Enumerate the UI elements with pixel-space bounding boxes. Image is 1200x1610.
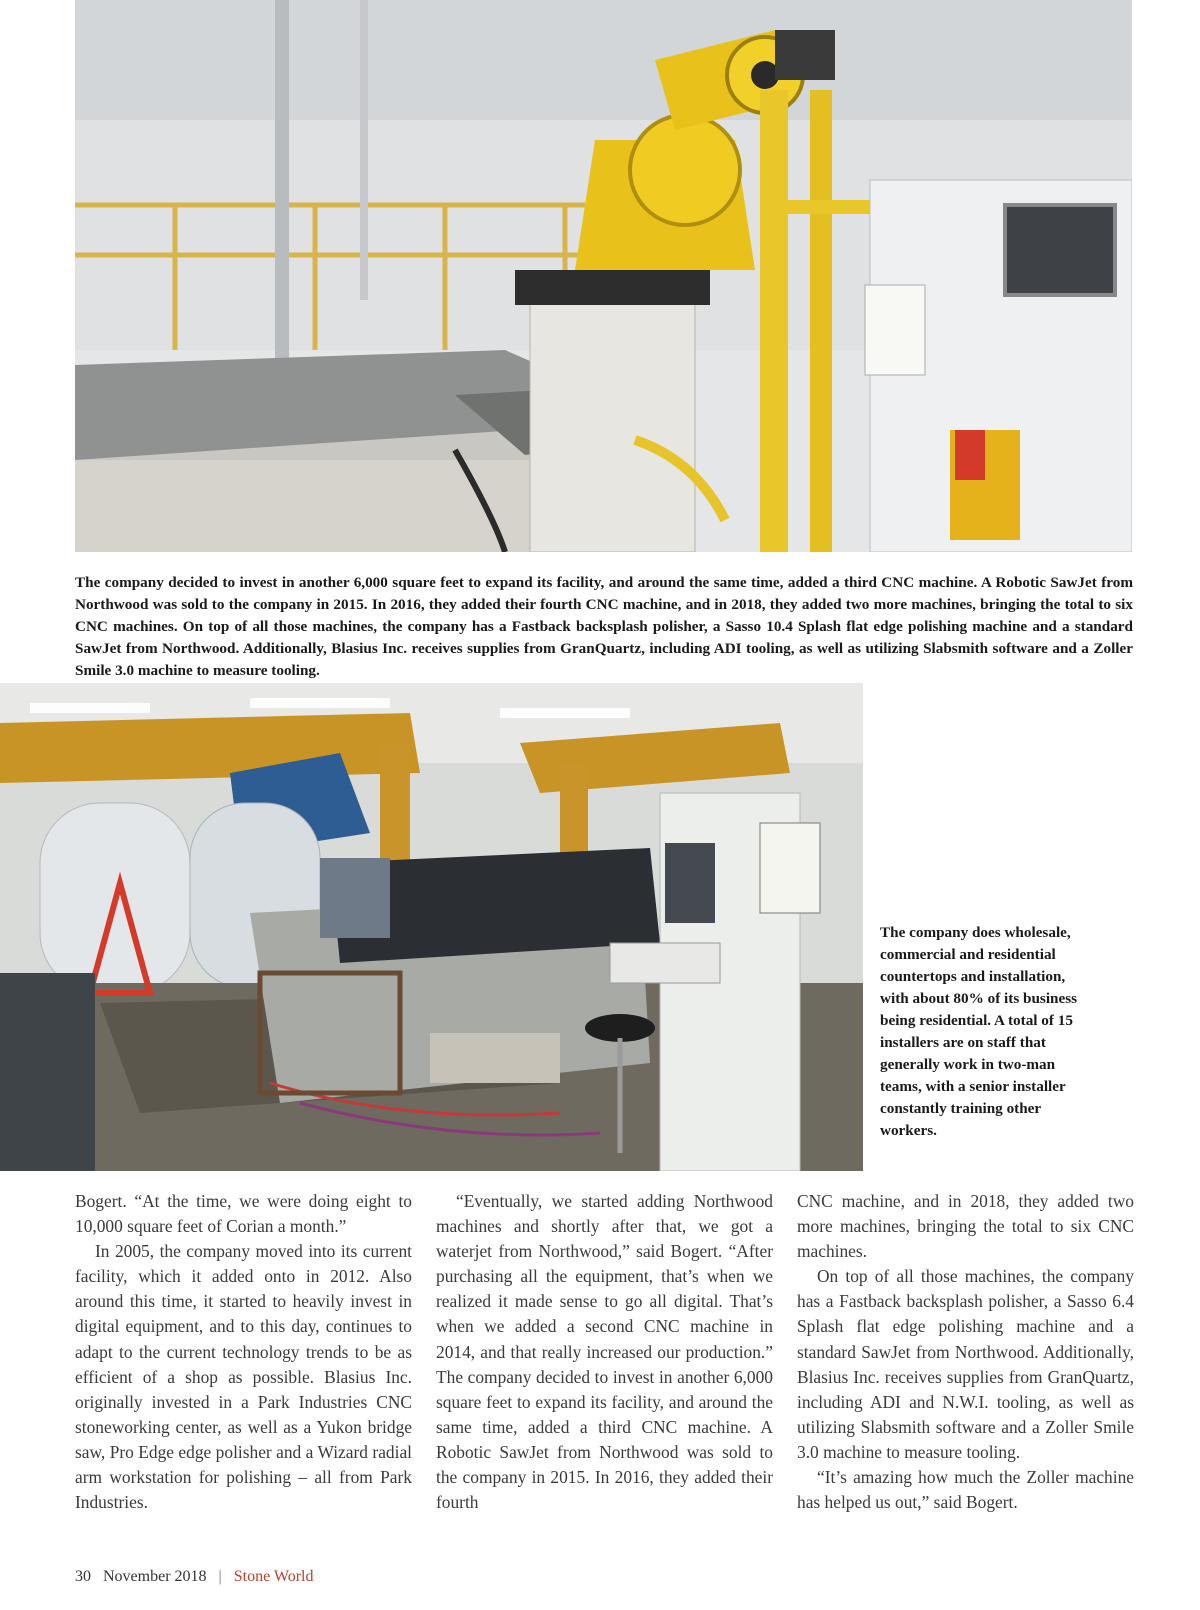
magazine-name: Stone World [233, 1568, 314, 1585]
page-number: 30 [75, 1568, 91, 1585]
footer-separator: | [218, 1568, 222, 1585]
robotic-sawjet-photo [75, 0, 1132, 552]
body-paragraph: “It’s amazing how much the Zoller machine has helped us out,” said Bogert. [797, 1467, 1134, 1513]
body-paragraph: In 2005, the company moved into its current facility, which it added onto in 2012. Also around this time, it started to heavily invest in digital equipment, and to this day, continues to adapt to the current technology trends to be as efficient of a shop as possible. Blasius Inc. originally invested in a Park Industries CNC stoneworking center, as well as a Yukon bridge saw, Pro Edge edge polisher and a Wizard radial arm workstation for polishing – all from Park Industries. [75, 1241, 412, 1513]
body-column-2 [436, 1189, 773, 1515]
side-photo-caption: The company does wholesale, commercial and residential countertops and installation, with about 80% of its business being residential. A total of 15 installers are on staff that generally work in two-man teams, with a senior installer constantly training other workers. [880, 924, 1078, 1140]
body-paragraph: CNC machine, and in 2018, they added two more machines, bringing the total to six CNC machines. [797, 1191, 1134, 1262]
body-column-3 [797, 1189, 1134, 1515]
body-paragraph: Bogert. “At the time, we were doing eight to 10,000 square feet of Corian a month.” [75, 1191, 412, 1237]
page-footer [75, 1568, 313, 1586]
body-paragraph: On top of all those machines, the company has a Fastback backsplash polisher, a Sasso 6.4 Splash flat edge polishing machine and a standard SawJet from Northwood. Additionally, Blasius Inc. receives supplies from GranQuartz, including ADI and N.W.I. tooling, as well as utilizing Slabsmith software and a Zoller Smile 3.0 machine to measure tooling. [797, 1266, 1134, 1462]
issue-date: November 2018 [103, 1568, 207, 1585]
top-photo-caption: The company decided to invest in another 6,000 square feet to expand its facility, and around the same time, added a third CNC machine. A Robotic SawJet from Northwood was sold to the company in 2015. In 2016, they added their fourth CNC machine, and in 2018, they added two more machines, bringing the total to six CNC machines. On top of all those machines, the company has a Fastback backsplash polisher, a Sasso 10.4 Splash flat edge polishing machine and a standard SawJet from Northwood. Additionally, Blasius Inc. receives supplies from GranQuartz, including ADI tooling, as well as utilizing Slabsmith software and a Zoller Smile 3.0 machine to measure tooling. [75, 574, 1133, 680]
cnc-shop-floor-photo [0, 683, 863, 1171]
body-column-1 [75, 1189, 412, 1515]
body-paragraph: “Eventually, we started adding Northwood machines and shortly after that, we got a waterjet from Northwood,” said Bogert. “After purchasing all the equipment, that’s when we realized it made sense to go all digital. That’s when we added a second CNC machine in 2014, and that really increased our production.” The company decided to invest in another 6,000 square feet to expand its facility, and around the same time, added a third CNC machine. A Robotic SawJet from Northwood was sold to the company in 2015. In 2016, they added their fourth [436, 1191, 773, 1513]
